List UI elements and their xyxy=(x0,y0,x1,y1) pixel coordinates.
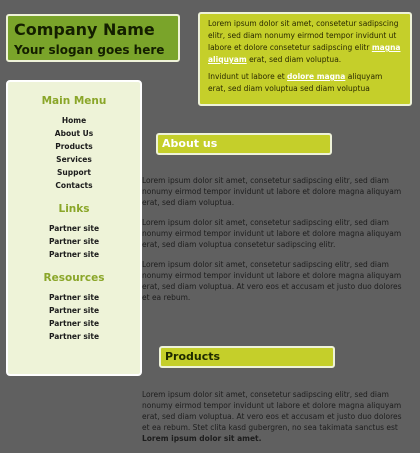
promo-text-2-end: aliquyam erat, sed diam voluptua sed diam voluptua xyxy=(208,72,383,93)
main-menu-heading: Main Menu xyxy=(41,95,107,107)
menu-item-about-us[interactable]: About Us xyxy=(54,129,94,138)
promo-text-1-end: erat, sed diam voluptua. xyxy=(246,55,342,64)
promo-link-2[interactable]: dolore magna xyxy=(287,72,346,81)
about-paragraph: Lorem ipsum dolor sit amet, consetetur sadipscing elitr, sed diam nonumy eirmod tempor invidunt ut labore et dolore magna aliquyam erat, sed diam voluptua. xyxy=(142,176,402,207)
menu-item-products[interactable]: Products xyxy=(55,142,93,151)
resources-heading: Resources xyxy=(43,272,105,284)
promo-text-1: Lorem ipsum dolor sit amet, consetetur sadipscing elitr, sed diam nonumy eirmod tempor invidunt ut labore et dolore consetetur sadipscing elitr xyxy=(208,19,399,52)
menu-item-home[interactable]: Home xyxy=(61,116,87,125)
promo-box xyxy=(198,12,412,106)
links-list xyxy=(8,222,140,261)
partner-site-link[interactable]: Partner site xyxy=(48,237,100,246)
resources-list xyxy=(8,291,140,343)
products-heading: Products xyxy=(159,346,335,368)
promo-text-2: Invidunt ut labore et xyxy=(208,72,288,81)
partner-site-link[interactable]: Partner site xyxy=(48,293,100,302)
products-paragraph xyxy=(142,389,406,444)
partner-site-link[interactable]: Partner site xyxy=(48,306,100,315)
sidebar xyxy=(6,80,142,376)
main-menu-list xyxy=(8,114,140,192)
promo-paragraph-1 xyxy=(208,18,402,66)
products-text: Lorem ipsum dolor sit amet, consetetur sadipscing elitr, sed diam nonumy eirmod tempor invidunt ut labore et dolore magna aliquyam erat, sed diam voluptua. At vero eos et accusam et justo duo dolores et ea rebum. Stet clita kasd gubergren, no sea takimata sanctus est xyxy=(142,390,402,432)
menu-item-services[interactable]: Services xyxy=(56,155,92,164)
products-bold-text: Lorem ipsum dolor sit amet. xyxy=(142,434,262,443)
about-paragraph: Lorem ipsum dolor sit amet, consetetur sadipscing elitr, sed diam nonumy eirmod tempor invidunt ut labore et dolore magna aliquyam erat, sed diam voluptua. At vero eos et accusam et justo duo dolores et ea rebum. xyxy=(142,260,402,302)
about-paragraph: Lorem ipsum dolor sit amet, consetetur sadipscing elitr, sed diam nonumy eirmod tempor invidunt ut labore et dolore magna aliquyam erat, sed diam voluptua consetetur sadipscing elitr. xyxy=(142,218,402,249)
slogan: Your slogan goes here xyxy=(14,43,165,57)
partner-site-link[interactable]: Partner site xyxy=(48,224,100,233)
partner-site-link[interactable]: Partner site xyxy=(48,332,100,341)
company-name: Company Name xyxy=(14,20,155,39)
partner-site-link[interactable]: Partner site xyxy=(48,250,100,259)
promo-paragraph-2 xyxy=(208,71,402,95)
partner-site-link[interactable]: Partner site xyxy=(48,319,100,328)
menu-item-support[interactable]: Support xyxy=(57,168,91,177)
products-content xyxy=(142,389,406,453)
about-us-heading: About us xyxy=(156,133,332,155)
logo-header[interactable] xyxy=(6,14,180,62)
about-us-content xyxy=(142,175,406,312)
links-heading: Links xyxy=(58,203,90,215)
menu-item-contacts[interactable]: Contacts xyxy=(55,181,93,190)
promo-link-1[interactable]: magna aliquyam xyxy=(208,43,401,64)
